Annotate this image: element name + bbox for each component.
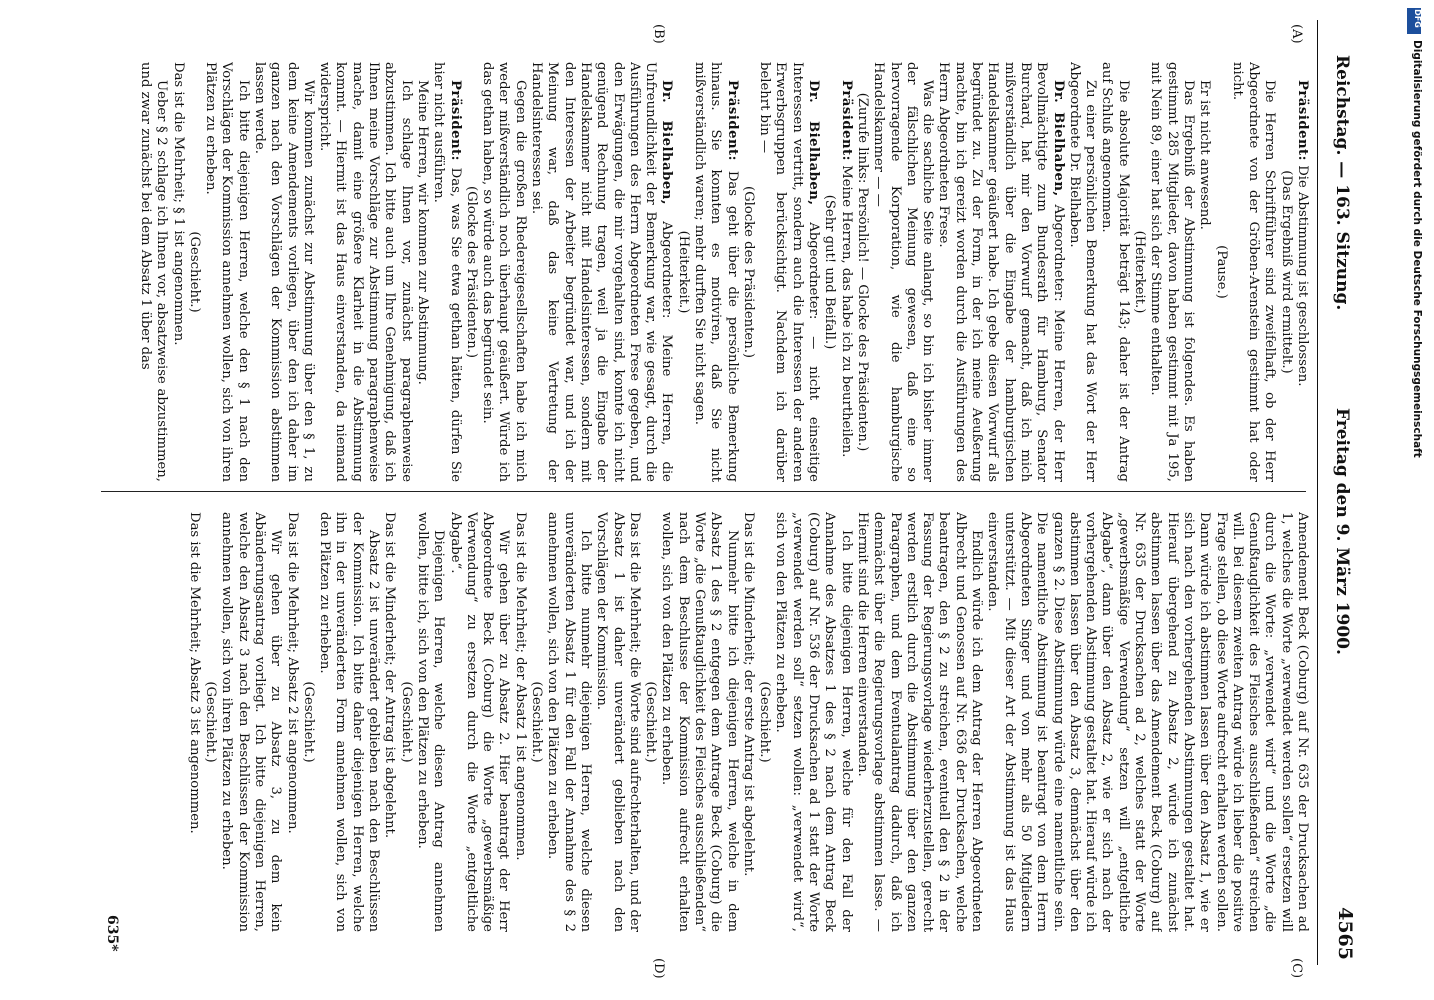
page-header xyxy=(1317,20,1358,965)
speaker-name: Dr. Bielhaben, xyxy=(806,80,822,206)
paragraph-text: Ich bitte nunmehr diejenigen Herren, welche diesen unveränderten Absatz 1 für den Fall der Annahme des § 2 annehmen wollen, sich von den Plätzen zu erheben. xyxy=(545,512,593,932)
paragraph xyxy=(316,62,414,482)
paragraph xyxy=(1066,62,1099,482)
paragraph xyxy=(251,62,316,482)
paragraph-text: Ich bitte diejenigen Herren, welche den § 1 nach den Vorschlägen der Kommission annehmen wollen, sich von ihren Plätzen zu erheben. xyxy=(203,62,251,482)
paragraph xyxy=(316,512,381,932)
paragraph xyxy=(854,512,984,932)
paragraph xyxy=(984,512,1310,932)
paragraph-text: (Pause.) xyxy=(1213,245,1229,299)
paragraph-text: Das ist die Mehrheit; Absatz 3 ist angenommen. xyxy=(186,512,202,834)
paragraph-text: (Geschieht.) xyxy=(529,681,545,763)
paragraph-text: Die Abstimmung ist geschlossen. xyxy=(1295,165,1310,387)
paragraph xyxy=(658,512,739,932)
paragraph xyxy=(1098,62,1131,482)
paragraph-text: Diejenigen Herren, welche diesen Antrag annehmen wollen, bitte ich, sich von den Plätzen zu erheben. xyxy=(414,512,447,932)
speaker-name: Präsident: xyxy=(724,80,740,162)
paragraph-text: Meine Herren, das habe ich zu beurtheilen. xyxy=(838,165,854,458)
paragraph xyxy=(511,512,527,932)
header-date: Freitag den 9. März 1900. xyxy=(1332,408,1352,655)
paragraph xyxy=(821,62,837,482)
paragraph xyxy=(169,62,185,482)
paragraph-text: Die Herren Schriftführer sind zweifelhaft, ob der Herr Abgeordnete von der Gröben-Arenstein gestimmt hat oder nicht. xyxy=(1229,62,1278,482)
speaker-name: Präsident: xyxy=(447,80,463,162)
paragraph xyxy=(691,62,740,482)
paragraph-text: Das ist die Mehrheit; die Worte sind aufrechterhalten, und der Absatz 1 ist daher unverändert geblieben nach den Vorschlägen der Kommission. xyxy=(594,512,642,932)
paragraph-text: Das, was Sie etwa gethan hätten, dürfen Sie hier nicht ausführen. xyxy=(431,62,463,482)
paragraph-text: (Das Ergebniß wird ermittelt.) xyxy=(1278,170,1294,374)
paragraph-text: Meine Herren, wir kommen zur Abstimmung. xyxy=(414,80,430,385)
paragraph-text: Das ist die Mehrheit; der Absatz 1 ist angenommen. xyxy=(512,512,528,861)
paragraph-text: Absatz 2 ist unverändert geblieben nach den Beschlüssen der Kommission. Ich bitte daher diejenigen Herren, welche ihn in der unveränderten Form annehmen wollen, sich von den Plätzen zu erheben. xyxy=(317,512,382,932)
paragraph xyxy=(935,62,1065,482)
paragraph-text: Abgeordneter: — nicht einseitige Interessen vertritt, sondern auch die Interessen der anderen Erwerbsgruppen berücksichtigt. Nachdem ich darüber belehrt bin — xyxy=(757,62,822,482)
paragraph-text: (Geschieht.) xyxy=(203,681,219,763)
paragraph-text: Wir gehen über zu Absatz 3, zu dem kein Abänderungsantrag vorliegt. Ich bitte diejenigen Herren, welche den Absatz 3 nach den Beschlüssen der Kommission annehmen wollen, sich von ihren Plätzen zu erheben. xyxy=(219,512,284,932)
paragraph-text: Was die sachliche Seite anlangt, so bin ich bisher immer der fälschlichen Meinung gewesen, daß eine so hervorragende Korporation, wie die hamburgische Handelskammer — — xyxy=(871,62,936,482)
paragraph-text: Er ist nicht anwesend. xyxy=(1197,80,1213,230)
margin-letter-b: (B) xyxy=(651,24,666,44)
paragraph-text: (Heiterkeit.) xyxy=(1132,230,1148,314)
paragraph xyxy=(463,62,479,482)
paragraph-text: Das Ergebniß der Abstimmung ist folgendes. Es haben gestimmt 285 Mitglieder, davon haben gestimmt mit Ja 195, mit Nein 89, einer hat sich der Stimme enthalten. xyxy=(1148,62,1196,482)
paragraph xyxy=(1229,62,1278,482)
paragraph xyxy=(479,62,528,482)
paragraph xyxy=(1131,62,1147,482)
right-text-column xyxy=(90,512,1310,932)
paragraph-text: Ich bitte diejenigen Herren, welche für den Fall der Annahme des Absatzes 1 des § 2 nach dem Antrag Beck (Coburg) auf Nr. 536 der Drucksachen ad 1 statt der Worte „verwendet werden soll“ setzen wollen: „verwendet wird“, sich von den Plätzen zu erheben. xyxy=(773,512,854,932)
paragraph-text: Die absolute Majorität beträgt 143; daher ist der Antrag auf Schluß angenommen. xyxy=(1099,62,1131,482)
margin-letter-d: (D) xyxy=(651,958,666,979)
paragraph xyxy=(381,512,397,932)
paragraph-text: (Glocke des Präsidenten.) xyxy=(740,185,756,359)
paragraph xyxy=(300,512,316,932)
paragraph-text: Das ist die Mehrheit; Absatz 2 ist angenommen. xyxy=(284,512,300,834)
paragraph xyxy=(430,62,463,482)
paragraph-text: (Zurufe links: Persönlich! — Glocke des Präsidenten.) xyxy=(854,92,870,452)
paragraph xyxy=(1196,62,1212,482)
paragraph xyxy=(186,512,202,932)
paragraph-text: Das ist die Mehrheit; § 1 ist angenommen. xyxy=(170,62,186,346)
header-page-number: 4565 xyxy=(1334,907,1356,960)
speaker-name: Dr. Bielhaben, xyxy=(659,80,675,205)
paragraph-text: Ueber § 2 schlage ich Ihnen vor, absatzweise abzustimmen, und zwar zunächst bei dem Absatz 1 über das xyxy=(137,62,170,482)
paragraph xyxy=(740,62,756,482)
paragraph-text: Das ist die Minderheit; der erste Antrag ist abgelehnt. xyxy=(740,512,756,877)
paragraph xyxy=(870,62,935,482)
paragraph-text: (Heiterkeit.) xyxy=(675,230,691,314)
margin-letter-c: (C) xyxy=(1289,958,1304,979)
paragraph xyxy=(756,62,821,482)
paragraph xyxy=(202,62,251,482)
paragraph xyxy=(446,512,511,932)
paragraph xyxy=(202,512,218,932)
paragraph xyxy=(837,62,853,482)
paragraph xyxy=(740,512,756,932)
paragraph xyxy=(283,512,299,932)
paragraph-text: (Geschieht.) xyxy=(186,231,202,313)
speaker-name: Dr. Bielhaben, xyxy=(1050,80,1066,197)
paragraph xyxy=(137,62,170,482)
paragraph xyxy=(186,62,202,482)
speaker-name: Präsident: xyxy=(1295,80,1310,162)
paragraph-text: Wir gehen über zu Absatz 2. Hier beantragt der Herr Abgeordnete Beck (Coburg) die Worte „gewerbsmäßige Verwendung“ zu ersetzen durch die Worte „entgeltliche Abgabe“. xyxy=(447,512,512,932)
speaker-name: Präsident: xyxy=(838,80,854,162)
paragraph-text: Das geht über die persönliche Bemerkung hinaus. Sie konnten es motiviren, daß Sie nicht mißverständlich waren; mehr durften Sie nicht sagen. xyxy=(692,62,740,482)
paragraph xyxy=(854,62,870,482)
paragraph-text: Endlich würde ich dem Antrag der Herren Abgeordneten Albrecht und Genossen auf Nr. 636 der Drucksachen, welche beantragen, den § 2 zu streichen, eventuell den § 2 in der Fassung der Regierungsvorlage wiederherzustellen, gerecht werden erstlich durch die Abstimmung über den ganzen Paragraphen, und dem Eventualantrag dadurch, daß ich demnächst über die Regierungsvorlage abstimmen lasse. — Hiermit sind die Herren einverstanden. xyxy=(854,512,985,932)
paragraph xyxy=(772,512,853,932)
paragraph-text: (Geschieht.) xyxy=(398,681,414,763)
paragraph-text: (Geschieht.) xyxy=(300,681,316,763)
left-text-column xyxy=(90,62,1310,482)
column-divider xyxy=(101,491,1306,492)
paragraph-text: (Glocke des Präsidenten.) xyxy=(463,185,479,359)
paragraph xyxy=(1147,62,1196,482)
paragraph-text: Abgeordneter: Meine Herren, die Unfreundlichkeit der Bemerkung war, wie gesagt, durch die Ausführungen des Herrn Abgeordneten Frese gegeben, und den Erwägungen, die mir vorgehalten sind, konnte ich nicht genügend Rechnung tragen, weil ja die Eingabe der Handelskammer nicht mit Handelsinteressen, sondern mit den Interessen der Arbeiter begründet war, und ich der Meinung war, daß das keine Vertretung der Handelsinteressen sei. xyxy=(529,62,675,482)
paragraph xyxy=(397,512,413,932)
paragraph-text: Zu einer persönlichen Bemerkung hat das Wort der Herr Abgeordnete Dr. Bielhaben. xyxy=(1066,62,1099,482)
header-session: Reichstag. — 163. Sitzung. xyxy=(1332,55,1352,311)
paragraph-text: Abgeordneter: Meine Herren, der Herr Bevollmächtigte zum Bundesrath für Hamburg, Senator Burchard, hat mir den Vorwurf gemacht, daß ich mich mißverständlich über die Eingabe der hamburgischen Handelskammer geäußert habe. Ich gebe diesen Vorwurf als begründet zu. Zu der Form, in der ich meine Aeußerung machte, bin ich gereizt worden durch die Ausführungen des Herrn Abgeordneten Frese. xyxy=(936,62,1066,482)
credit-text: Digitalisierung gefördert durch die Deutsche Forschungsgemeinschaft xyxy=(1411,40,1423,458)
paragraph xyxy=(414,62,430,482)
paragraph-text: Das ist die Minderheit; der Antrag ist abgelehnt. xyxy=(382,512,398,839)
paragraph-text: Ich schlage Ihnen vor, zunächst paragraphenweise abzustimmen. Ich bitte auch um Ihre Genehmigung, daß ich Ihnen meine Vorschläge zur Abstimmung paragraphenweise mache, damit eine größere Klarheit in die Abstimmung kommt. — Hiermit ist das Haus einverstanden, da niemand widerspricht. xyxy=(317,62,414,482)
scanned-page xyxy=(68,0,1388,1000)
digitization-credit xyxy=(1407,8,1427,888)
paragraph xyxy=(674,62,690,482)
paragraph-text: Gegen die großen Rhedereigesellschaften habe ich mich weder mißverständlich noch überhaupt geäußert. Würde ich das gethan haben, so würde auch das begründet sein. xyxy=(480,62,528,482)
paragraph-text: Amendement Beck (Coburg) auf Nr. 635 der Drucksachen ad 1, welches die Worte „verwendet werden sollen“ ersetzen will durch die Worte: „verwendet wird“ und die Worte „die Genußtauglichkeit des Fleisches ausschließenden“ streichen will. Bei diesem zweiten Antrag würde ich lieber die positive Frage stellen, ob diese Worte aufrecht erhalten werden sollen. Dann würde ich abstimmen lassen über den Absatz 1, wie er sich nach den vorhergehenden Abstimmungen gestaltet hat. Hierauf übergehend zu Absatz 2, würde ich zunächst abstimmen lassen über das Amendement Beck (Coburg) auf Nr. 635 der Drucksachen ad 2, welches statt der Worte „gewerbsmäßige Verwendung“ setzen will „entgeltliche Abgabe“, dann über den Absatz 2, wie er sich nach der vorhergehenden Abstimmung gestaltet hat. Hierauf würde ich abstimmen lassen über den Absatz 3, demnächst über den ganzen § 2. Diese Abstimmung würde eine namentliche sein. Die namentliche Abstimmung ist beantragt von dem Herrn Abgeordneten Singer und von mehr als 50 Mitgliedern unterstützt. — Mit dieser Art der Abstimmung ist das Haus einverstanden. xyxy=(985,512,1310,932)
paragraph-text: (Geschieht.) xyxy=(757,681,773,763)
paragraph xyxy=(528,512,544,932)
sheet-signature: 635* xyxy=(104,915,120,952)
paragraph xyxy=(528,62,675,482)
paragraph xyxy=(593,512,642,932)
paragraph xyxy=(756,512,772,932)
paragraph xyxy=(218,512,283,932)
paragraph xyxy=(642,512,658,932)
paragraph xyxy=(1294,62,1310,482)
paragraph-text: (Geschieht.) xyxy=(643,681,659,763)
paragraph-text: Nunmehr bitte ich diejenigen Herren, welche in dem Absatz 1 des § 2 entgegen dem Antrage Beck (Coburg) die Worte „die Genußtauglichkeit des Fleisches ausschließenden“ nach dem Beschlusse der Kommission aufrecht erhalten wollen, sich von den Plätzen zu erheben. xyxy=(659,512,740,932)
paragraph-text: Wir kommen zunächst zur Abstimmung über den § 1, zu dem keine Amendements vorliegen, über den ich daher im ganzen nach den Vorschlägen der Kommission abstimmen lassen werde. xyxy=(252,62,316,482)
paragraph xyxy=(1277,62,1293,482)
dfg-logo-icon: DFG xyxy=(1407,8,1421,34)
margin-letter-a: (A) xyxy=(1289,24,1304,44)
paragraph xyxy=(544,512,593,932)
paragraph xyxy=(414,512,447,932)
paragraph xyxy=(1212,62,1228,482)
paragraph-text: (Sehr gut! und Beifall.) xyxy=(822,194,838,350)
